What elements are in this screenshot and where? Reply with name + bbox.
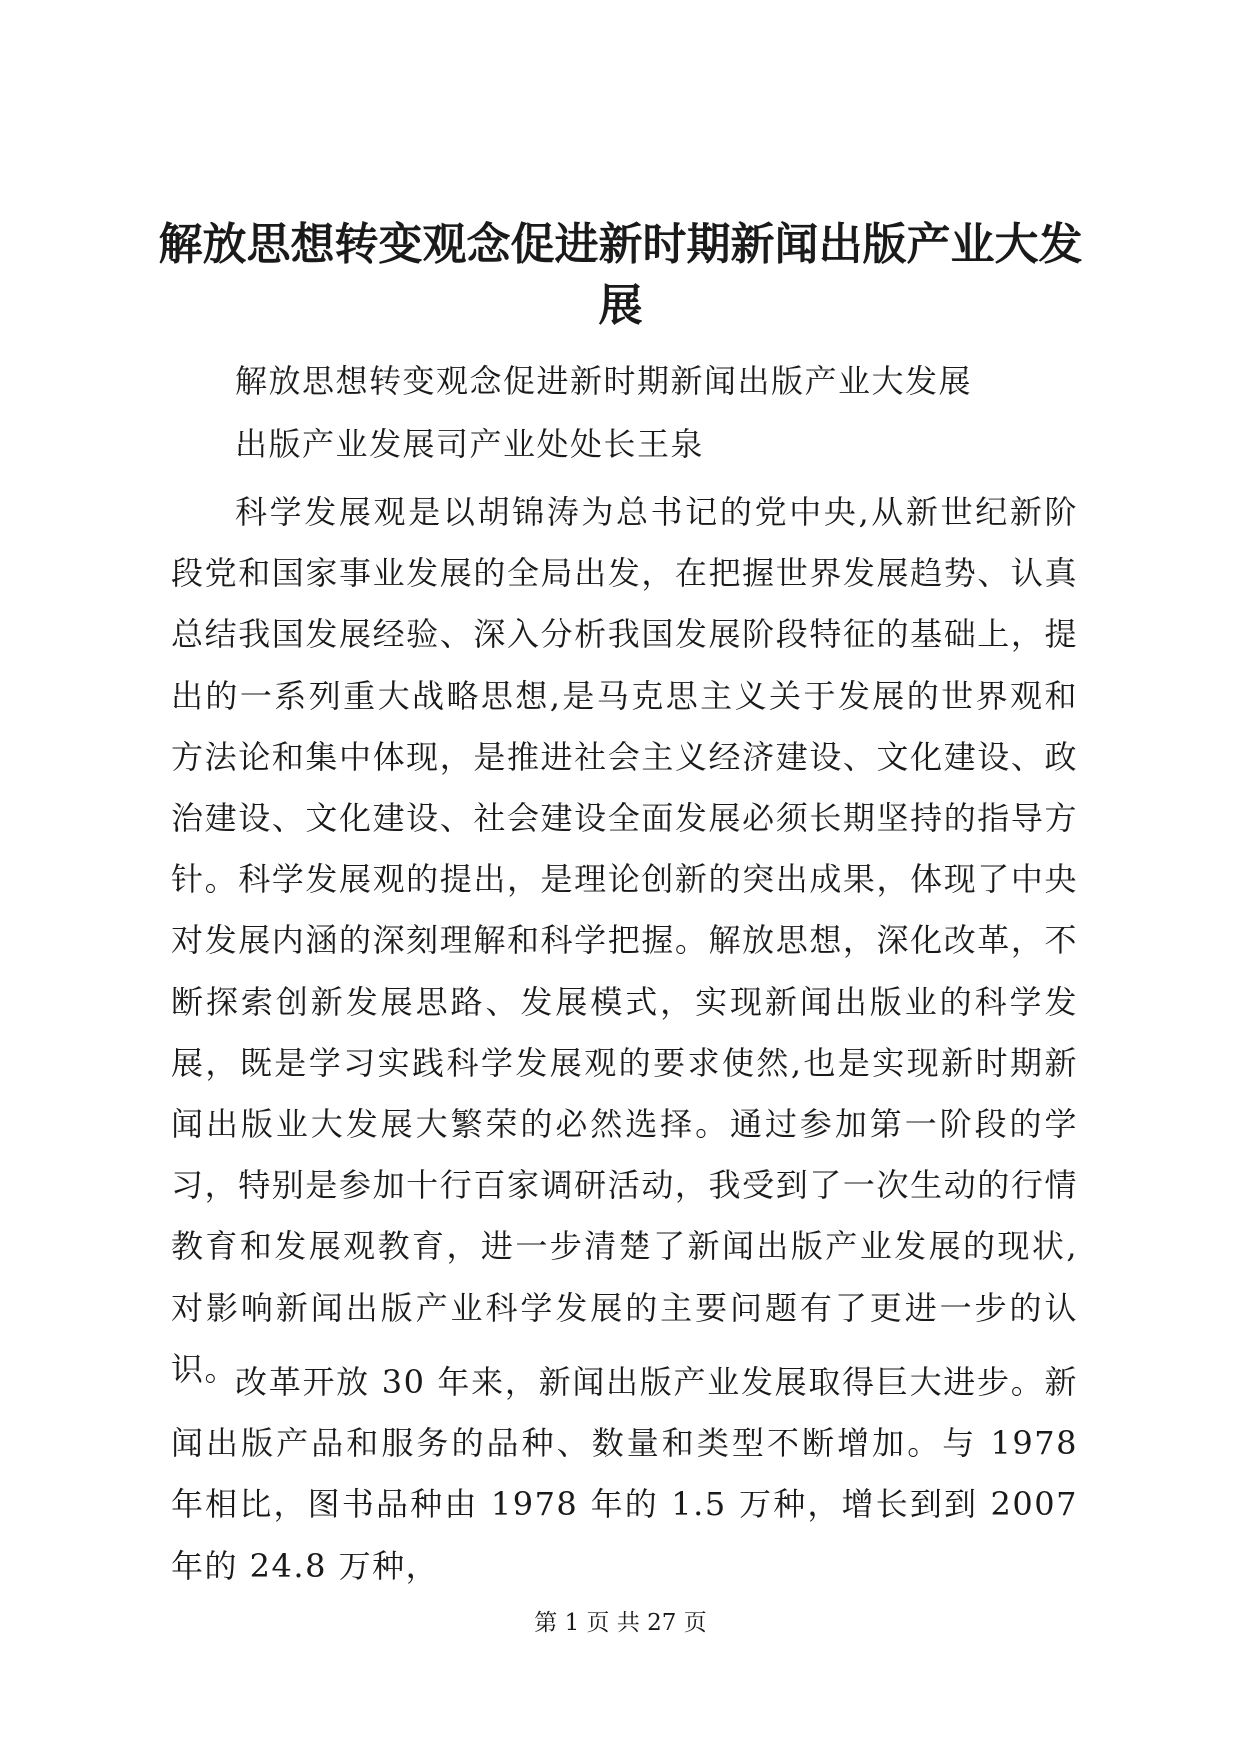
body-paragraph: 改革开放 30 年来，新闻出版产业发展取得巨大进步。新闻出版产品和服务的品种、数量和类型不断增加。与 1978 年相比，图书品种由 1978 年的 1.5 万种，增长到到 2007 年的 24.8 万种，: [171, 1363, 1078, 1585]
page-footer: 第 1 页 共 27 页: [534, 1610, 707, 1636]
document-subtitle: 解放思想转变观念促进新时期新闻出版产业大发展: [235, 362, 973, 400]
author-line: 出版产业发展司产业处处长王泉: [235, 425, 705, 463]
body-paragraph: 科学发展观是以胡锦涛为总书记的党中央,从新世纪新阶段党和国家事业发展的全局出发，在把握世界发展趋势、认真总结我国发展经验、深入分析我国发展阶段特征的基础上，提出的一系列重大战略思想,是马克思主义关于发展的世界观和方法论和集中体现，是推进社会主义经济建设、文化建设、政治建设、文化建设、社会建设全面发展必须长期坚持的指导方针。科学发展观的提出，是理论创新的突出成果，体现了中央对发展内涵的深刻理解和科学把握。解放思想，深化改革，不断探索创新发展思路、发展模式，实现新闻出版业的科学发展，既是学习实践科学发展观的要求使然,也是实现新时期新闻出版业大发展大繁荣的必然选择。通过参加第一阶段的学习，特别是参加十行百家调研活动，我受到了一次生动的行情教育和发展观教育，进一步清楚了新闻出版产业发展的现状,对影响新闻出版产业科学发展的主要问题有了更进一步的认识。: [171, 493, 1078, 1388]
document-title: 解放思想转变观念促进新时期新闻出版产业大发展: [158, 219, 1083, 331]
